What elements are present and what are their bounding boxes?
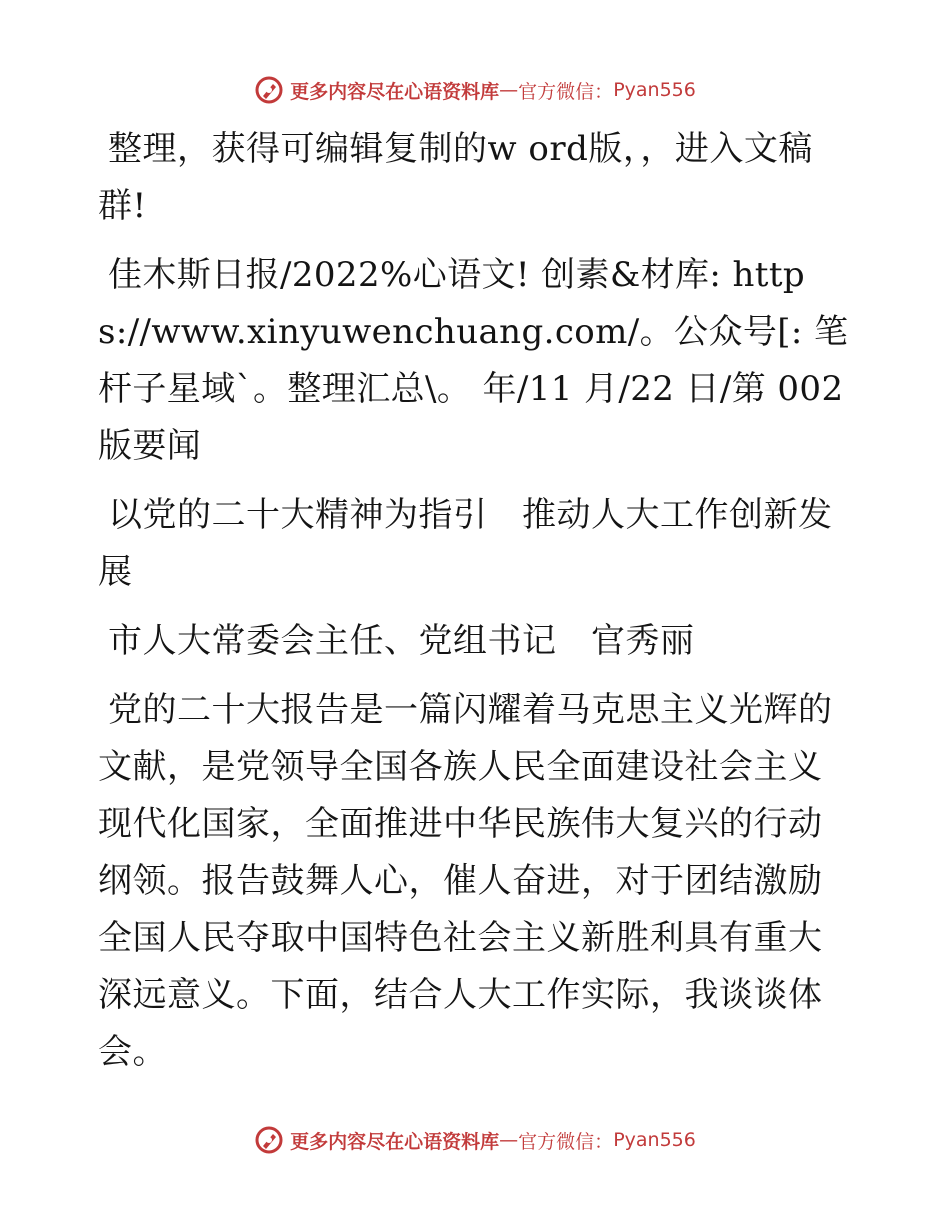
body-paragraph: 党的二十大报告是一篇闪耀着马克思主义光辉的文献，是党领导全国各族人民全面建设社会主义现代化国家，全面推进中华民族伟大复兴的行动纲领。报告鼓舞人心，催人奋进，对于团结激励全国人民夺取中国特色社会主义新胜利具有重大深远意义。下面，结合人大工作实际，我谈谈体会。 — [98, 690, 833, 1072]
document-body — [98, 121, 850, 1093]
banner-title: 更多内容尽在心语资料库 — [290, 1130, 500, 1153]
banner-wechat-label: 官方微信： — [518, 1130, 614, 1153]
pen-logo-icon — [254, 75, 284, 105]
header-banner — [0, 72, 950, 108]
banner-title: 更多内容尽在心语资料库 — [290, 80, 500, 103]
intro-paragraph: 整理，获得可编辑复制的w ord版，，进入文稿群! — [98, 129, 813, 226]
banner-separator: — — [499, 1129, 519, 1151]
banner-wechat-id: Pyan556 — [613, 79, 696, 101]
pen-logo-icon — [254, 1125, 284, 1155]
source-paragraph: 佳木斯日报/2022%心语文! 创素&材库: https://www.xinyuwenchuang.com/。公众号[: 笔杆子星域`。整理汇总\。 年/11 月/22 日/第 002 版要闻 — [98, 255, 849, 466]
banner-wechat-label: 官方微信： — [518, 80, 614, 103]
footer-banner — [0, 1122, 950, 1158]
article-author: 市人大常委会主任、党组书记 官秀丽 — [108, 621, 695, 661]
banner-wechat-id: Pyan556 — [613, 1129, 696, 1151]
article-title: 以党的二十大精神为指引 推动人大工作创新发展 — [98, 495, 833, 592]
banner-separator: — — [499, 79, 519, 101]
